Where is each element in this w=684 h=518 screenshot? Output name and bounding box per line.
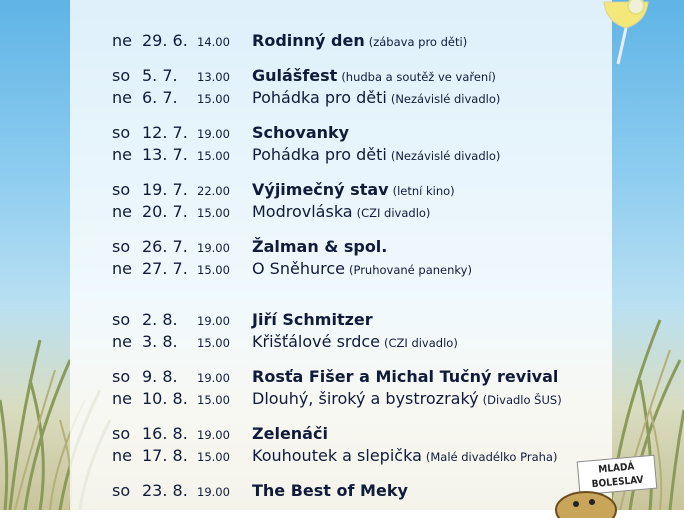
event-day: so [112, 66, 131, 85]
event-day: ne [112, 145, 132, 164]
event-row [112, 259, 472, 281]
event-date: 17. 8. [142, 446, 188, 465]
event-time: 19.00 [197, 127, 230, 141]
event-title: Výjimečný stav [252, 180, 389, 199]
event-date: 3. 8. [142, 332, 178, 351]
event-row [112, 88, 500, 110]
event-row [112, 389, 562, 411]
event-time: 13.00 [197, 70, 230, 84]
event-note: (Malé divadélko Praha) [425, 450, 558, 464]
event-note: (Divadlo ŠUS) [482, 393, 562, 407]
event-day: so [112, 237, 131, 256]
event-row [112, 180, 455, 202]
event-time: 19.00 [197, 485, 230, 499]
event-time: 19.00 [197, 241, 230, 255]
event-time: 15.00 [197, 336, 230, 350]
event-date: 2. 8. [142, 310, 178, 329]
event-day: so [112, 180, 131, 199]
event-time: 15.00 [197, 263, 230, 277]
event-date: 9. 8. [142, 367, 178, 386]
event-day: so [112, 310, 131, 329]
event-date: 12. 7. [142, 123, 188, 142]
event-row [112, 145, 500, 167]
event-time: 19.00 [197, 371, 230, 385]
event-date: 20. 7. [142, 202, 188, 221]
event-date: 26. 7. [142, 237, 188, 256]
event-note: (letní kino) [392, 184, 455, 198]
event-time: 15.00 [197, 450, 230, 464]
event-day: so [112, 367, 131, 386]
event-note: (Nezávislé divadlo) [390, 149, 501, 163]
event-title: Modrovláska [252, 202, 353, 221]
event-time: 15.00 [197, 92, 230, 106]
event-title: Gulášfest [252, 66, 338, 85]
event-note: (zábava pro děti) [368, 35, 468, 49]
event-date: 19. 7. [142, 180, 188, 199]
event-note: (CZI divadlo) [356, 206, 431, 220]
event-note: (Nezávislé divadlo) [390, 92, 501, 106]
cocktail-glass-icon [596, 0, 656, 70]
event-date: 29. 6. [142, 31, 188, 50]
event-day: ne [112, 259, 132, 278]
event-day: so [112, 123, 131, 142]
event-title: Jiří Schmitzer [252, 310, 373, 329]
event-row [112, 237, 387, 259]
event-date: 10. 8. [142, 389, 188, 408]
event-title: Dlouhý, široký a bystrozraký [252, 389, 479, 408]
event-title: Rosťa Fišer a Michal Tučný revival [252, 367, 559, 386]
event-time: 15.00 [197, 206, 230, 220]
event-day: ne [112, 446, 132, 465]
event-row [112, 424, 328, 446]
event-day: so [112, 481, 131, 500]
event-title: Kouhoutek a slepička [252, 446, 422, 465]
animal-mascot-icon [548, 478, 618, 518]
event-date: 13. 7. [142, 145, 188, 164]
event-row [112, 446, 557, 468]
badge-line2: BOLESLAV [591, 474, 644, 491]
event-title: O Sněhurce [252, 259, 345, 278]
event-date: 6. 7. [142, 88, 178, 107]
event-day: ne [112, 202, 132, 221]
event-date: 16. 8. [142, 424, 188, 443]
event-row [112, 202, 430, 224]
event-title: Schovanky [252, 123, 350, 142]
event-title: Žalman & spol. [252, 237, 388, 256]
event-note: (CZI divadlo) [384, 336, 458, 350]
event-title: Zelenáči [252, 424, 328, 443]
event-time: 14.00 [197, 35, 230, 49]
event-title: The Best of Meky [252, 481, 408, 500]
event-day: ne [112, 332, 132, 351]
event-title: Pohádka pro děti [252, 145, 387, 164]
event-row [112, 66, 496, 88]
event-time: 22.00 [197, 184, 230, 198]
event-row [112, 31, 467, 53]
event-title: Křišťálové srdce [252, 332, 380, 351]
event-row [112, 481, 408, 503]
event-time: 15.00 [197, 393, 230, 407]
event-time: 19.00 [197, 314, 230, 328]
event-day: ne [112, 31, 132, 50]
event-time: 19.00 [197, 428, 230, 442]
event-title: Rodinný den [252, 31, 365, 50]
event-note: (hudba a soutěž ve vaření) [341, 70, 496, 84]
event-row [112, 332, 458, 354]
event-note: (Pruhované panenky) [348, 263, 472, 277]
event-row [112, 310, 373, 332]
event-day: so [112, 424, 131, 443]
event-date: 5. 7. [142, 66, 178, 85]
event-date: 23. 8. [142, 481, 188, 500]
event-title: Pohádka pro děti [252, 88, 387, 107]
badge-line1: MLADÁ [597, 461, 635, 476]
event-time: 15.00 [197, 149, 230, 163]
event-row [112, 367, 558, 389]
event-row [112, 123, 349, 145]
event-day: ne [112, 88, 132, 107]
event-date: 27. 7. [142, 259, 188, 278]
event-day: ne [112, 389, 132, 408]
